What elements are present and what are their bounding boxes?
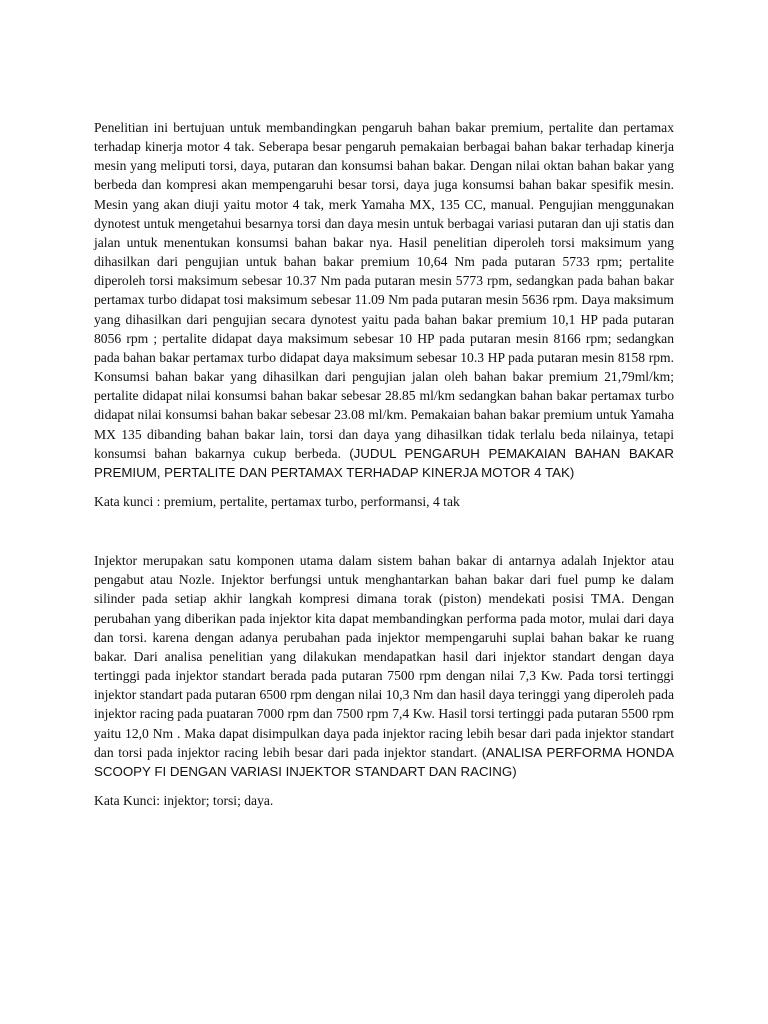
abstract-paragraph-2 xyxy=(94,551,674,781)
abstract-2-body: Injektor merupakan satu komponen utama dalam sistem bahan bakar di antarnya adalah Injektor atau pengabut atau Nozle. Injektor berfungsi untuk menghantarkan bahan bakar dari fuel pump ke dalam silinder pada setiap akhir langkah kompresi dimana torak (piston) mendekati posisi TMA. Dengan perubahan yang diberikan pada injektor kita dapat membandingkan performa pada motor, mulai dari daya dan torsi. karena dengan adanya perubahan pada injektor mempengaruhi suplai bahan bakar ke ruang bakar. Dari analisa penelitian yang dilakukan mendapatkan hasil dari injektor standart dengan daya tertinggi pada injektor standart berada pada putaran 7500 rpm dengan nilai 7,3 Kw. Pada torsi tertinggi injektor standart pada putaran 6500 rpm dengan nilai 10,3 Nm dan hasil daya teringgi yang diperoleh pada injektor racing pada puataran 7000 rpm dan 7500 rpm 7,4 Kw. Hasil torsi tertinggi pada putaran 5500 rpm yaitu 12,0 Nm . Maka dapat disimpulkan daya pada injektor racing lebih besar dari pada injektor standart dan torsi pada injektor racing lebih besar dari pada injektor standart. xyxy=(94,553,674,760)
abstract-1-body: Penelitian ini bertujuan untuk membandingkan pengaruh bahan bakar premium, pertalite dan pertamax terhadap kinerja motor 4 tak. Seberapa besar pengaruh pemakaian berbagai bahan bakar terhadap kinerja mesin yang meliputi torsi, daya, putaran dan konsumsi bahan bakar. Dengan nilai oktan bahan bakar yang berbeda dan kompresi akan mempengaruhi besar torsi, daya juga konsumsi bahan bakar spesifik mesin. Mesin yang akan diuji yaitu motor 4 tak, merk Yamaha MX, 135 CC, manual. Pengujian menggunakan dynotest untuk mengetahui besarnya torsi dan daya mesin untuk berbagai variasi putaran dan uji statis dan jalan untuk menentukan konsumsi bahan bakar nya. Hasil penelitian diperoleh torsi maksimum yang dihasilkan dari pengujian untuk bahan bakar premium 10,64 Nm pada putaran 5733 rpm; pertalite diperoleh torsi maksimum sebesar 10.37 Nm pada putaran mesin 5773 rpm, sedangkan pada bahan bakar pertamax turbo didapat tosi maksimum sebesar 11.09 Nm pada putaran mesin 5636 rpm. Daya maksimum yang dihasilkan dari pengujian secara dynotest yaitu pada bahan bakar premium 10,1 HP pada putaran 8056 rpm ; pertalite didapat daya maksimum sebesar 10 HP pada putaran mesin 8166 rpm; sedangkan pada bahan bakar pertamax turbo didapat daya maksimum sebesar 10.3 HP pada putaran mesin 8158 rpm. Konsumsi bahan bakar yang dihasilkan dari pengujian jalan oleh bahan bakar premium 21,79ml/km; pertalite didapat nilai konsumsi bahan bakar sebesar 28.85 ml/km sedangkan bahan bakar pertamax turbo didapat nilai konsumsi bahan bakar sebesar 23.08 ml/km. Pemakaian bahan bakar premium untuk Yamaha MX 135 dibanding bahan bakar lain, torsi dan daya yang dihasilkan tidak terlalu beda nilainya, tetapi konsumsi bahan bakarnya cukup berbeda. xyxy=(94,120,674,461)
abstract-2-title-reference: (ANALISA PERFORMA HONDA SCOOPY FI DENGAN VARIASI INJEKTOR STANDART DAN RACING) xyxy=(94,744,675,779)
abstract-1-title-reference: (JUDUL PENGARUH PEMAKAIAN BAHAN BAKAR PREMIUM, PERTALITE DAN PERTAMAX TERHADAP KINERJA MOTOR 4 TAK) xyxy=(94,445,674,480)
keywords-line-1: Kata kunci : premium, pertalite, pertamax turbo, performansi, 4 tak xyxy=(94,493,460,509)
document-page xyxy=(94,118,674,810)
abstract-paragraph-1 xyxy=(94,118,674,482)
keywords-line-2: Kata Kunci: injektor; torsi; daya. xyxy=(94,793,274,808)
